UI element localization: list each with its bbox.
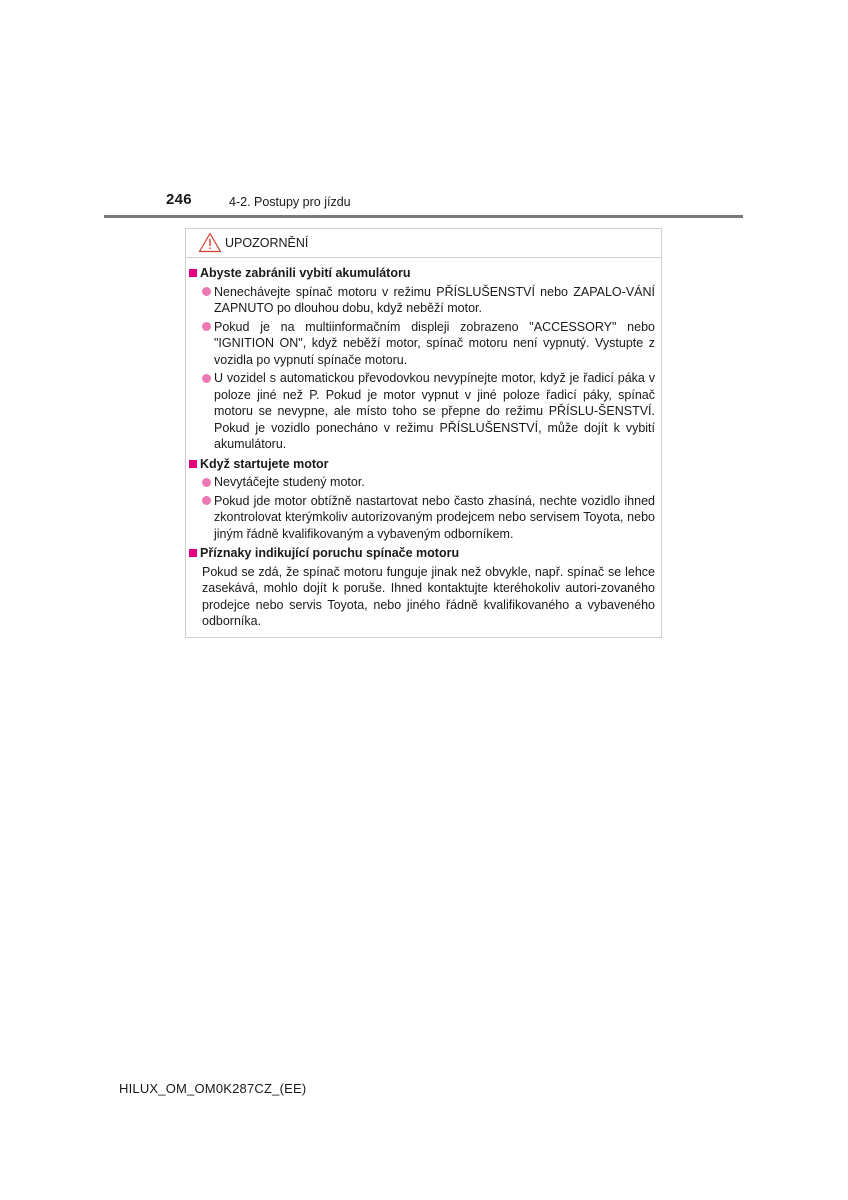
topic-paragraph: Pokud se zdá, že spínač motoru funguje jinak než obvykle, např. spínač se lehce zasekává, mohlo dojít k poruše. Ihned kontaktujte kteréhokoliv autori-zovaného prodejce nebo servis Toyota, nebo jiného řádně kvalifikovaného a vybaveného odborníka. (202, 564, 655, 628)
dot-bullet-icon (202, 322, 211, 331)
square-bullet-icon (189, 269, 197, 277)
topic-malfunction (189, 545, 655, 630)
page-number: 246 (166, 191, 192, 208)
caution-box (185, 228, 662, 638)
dot-bullet-icon (202, 374, 211, 383)
list-item (202, 474, 655, 491)
caution-body (186, 258, 661, 630)
topic-starting (189, 456, 655, 543)
list-item-text: Nenechávejte spínač motoru v režimu PŘÍSLUŠENSTVÍ nebo ZAPALO-VÁNÍ ZAPNUTO po dlouhou dobu, když neběží motor. (214, 284, 655, 315)
dot-bullet-icon (202, 478, 211, 487)
document-id: HILUX_OM_OM0K287CZ_(EE) (119, 1081, 307, 1096)
section-title: 4-2. Postupy pro jízdu (229, 195, 351, 209)
topic-heading (189, 456, 655, 473)
topic-heading (189, 265, 655, 282)
topic-heading-text: Abyste zabránili vybití akumulátoru (200, 266, 411, 280)
caution-title: UPOZORNĚNÍ (225, 236, 309, 250)
list-item-text: U vozidel s automatickou převodovkou nevypínejte motor, když je řadicí páka v poloze jiné než P. Pokud je motor vypnut v jiné poloze řadicí páky, spínač motoru se nevypne, ale místo toho se přepne do režimu PŘÍSLU-ŠENSTVÍ. Pokud je vozidlo ponecháno v režimu PŘÍSLUŠENSTVÍ, může dojít k vybití akumulátoru. (214, 371, 655, 451)
topic-heading-text: Když startujete motor (200, 456, 329, 471)
topic-battery (189, 265, 655, 453)
square-bullet-icon (189, 549, 197, 557)
list-item-text: Pokud je na multiinformačním displeji zobrazeno "ACCESSORY" nebo "IGNITION ON", když neběží motor, spínač motoru není vypnutý. Vystupte z vozidla po vypnutí spínače motoru. (214, 319, 655, 367)
caution-header (186, 229, 661, 258)
topic-heading-text: Příznaky indikující poruchu spínače motoru (200, 546, 460, 560)
list-item (202, 493, 655, 543)
header-rule (104, 215, 743, 218)
list-item (202, 319, 655, 369)
dot-bullet-icon (202, 496, 211, 505)
list-item (202, 284, 655, 317)
topic-heading (189, 545, 655, 562)
square-bullet-icon (189, 460, 197, 468)
list-item (202, 370, 655, 453)
list-item-text: Pokud jde motor obtížně nastartovat nebo často zhasíná, nechte vozidlo ihned zkontrolovat kterýmkoliv autorizovaným prodejcem nebo servisem Toyota, nebo jiným řádně kvalifikovaným a vybaveným odborníkem. (214, 493, 655, 541)
warning-triangle-icon (198, 232, 222, 253)
dot-bullet-icon (202, 287, 211, 296)
list-item-text: Nevytáčejte studený motor. (214, 475, 365, 489)
